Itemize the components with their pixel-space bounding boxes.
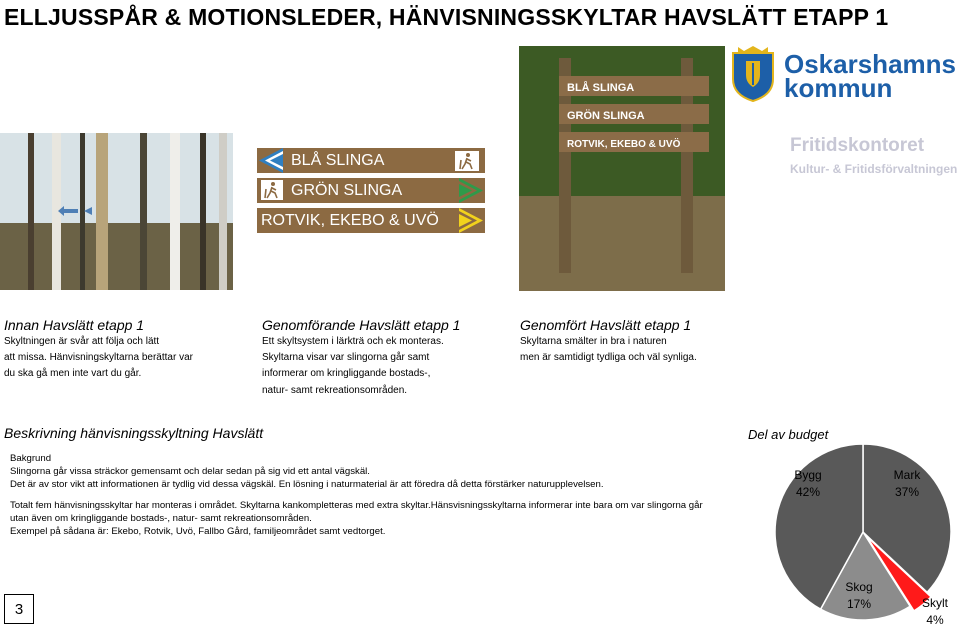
hiker-icon (455, 151, 479, 171)
photo-sign-3: ROTVIK, EKEBO & UVÖ (567, 139, 681, 150)
pie-label-bygg: Bygg 42% (794, 468, 822, 499)
pie-label-skog: Skog 17% (845, 580, 873, 611)
page-title: ELLJUSSPÅR & MOTIONSLEDER, HÄNVISNINGSSKYLTAR HAVSLÄTT ETAPP 1 (4, 4, 889, 30)
description-body: Bakgrund Slingorna går vissa sträckor gemensamt och delar sedan på sig vid ett antal vägskäl. Det är av stor vikt att informationen är tydlig vid dessa vägskäl. En lösning i naturmaterial är att föredra då detta förstärker naturupplevelsen. Totalt fem hänvisningsskyltar har monteras i området. Skyltarna kankompletteras med extra skyltar.Hänsvisningsskyltarna informerar inte bara om var slingorna går utan även om kringliggande bostads-, natur- samt rekreationsområden. Exempel på sådana är: Ekebo, Rotvik, Uvö, Fallbo Gård, familjeområdet samt vedtorget. (10, 453, 703, 537)
pie-label-skylt: Skylt 4% (921, 596, 948, 627)
budget-heading: Del av budget (748, 427, 829, 442)
hiker-icon (261, 178, 291, 203)
column-heading-after: Genomfört Havslätt etapp 1 (520, 317, 692, 333)
sign-bla-slinga: BLÅ SLINGA (257, 148, 485, 173)
column-text-after: Skyltarna smälter in bra i naturen men är samtidigt tydliga och väl synliga. (520, 336, 697, 364)
column-heading-before: Innan Havslätt etapp 1 (4, 317, 145, 333)
photo-after-signage (519, 46, 725, 291)
arrow-right-icon (455, 208, 485, 233)
coat-of-arms-icon (730, 45, 776, 102)
photo-before-signage (0, 133, 233, 290)
sign-rotvik-ekebo-uvo: ROTVIK, EKEBO & UVÖ (257, 208, 485, 233)
column-text-during: Ett skyltsystem i lärkträ och ek monteras. Skyltarna visar var slingorna går samt informerar om kringliggande bostads-, natur- samt rekreationsområden. (262, 336, 444, 396)
photo-sign-2: GRÖN SLINGA (567, 110, 645, 122)
department-name: Fritidskontoret (790, 135, 925, 156)
column-text-before: Skyltningen är svår att följa och lätt att missa. Hänvisningskyltarna berättar var du ska gå men inte vart du går. (4, 336, 193, 380)
photo-sign-1: BLÅ SLINGA (567, 82, 635, 94)
logo-wordmark: Oskarshamns kommun (784, 49, 956, 103)
pie-label-mark: Mark 37% (893, 468, 921, 499)
page-number: 3 (4, 594, 34, 624)
description-heading: Beskrivning hänvisningsskyltning Havslätt (4, 425, 264, 441)
arrow-left-icon (257, 148, 287, 173)
column-heading-during: Genomförande Havslätt etapp 1 (262, 317, 461, 333)
arrow-right-icon (455, 178, 485, 203)
subdepartment-name: Kultur- & Fritidsförvaltningen (790, 162, 958, 176)
sign-gron-slinga: GRÖN SLINGA (257, 178, 485, 203)
